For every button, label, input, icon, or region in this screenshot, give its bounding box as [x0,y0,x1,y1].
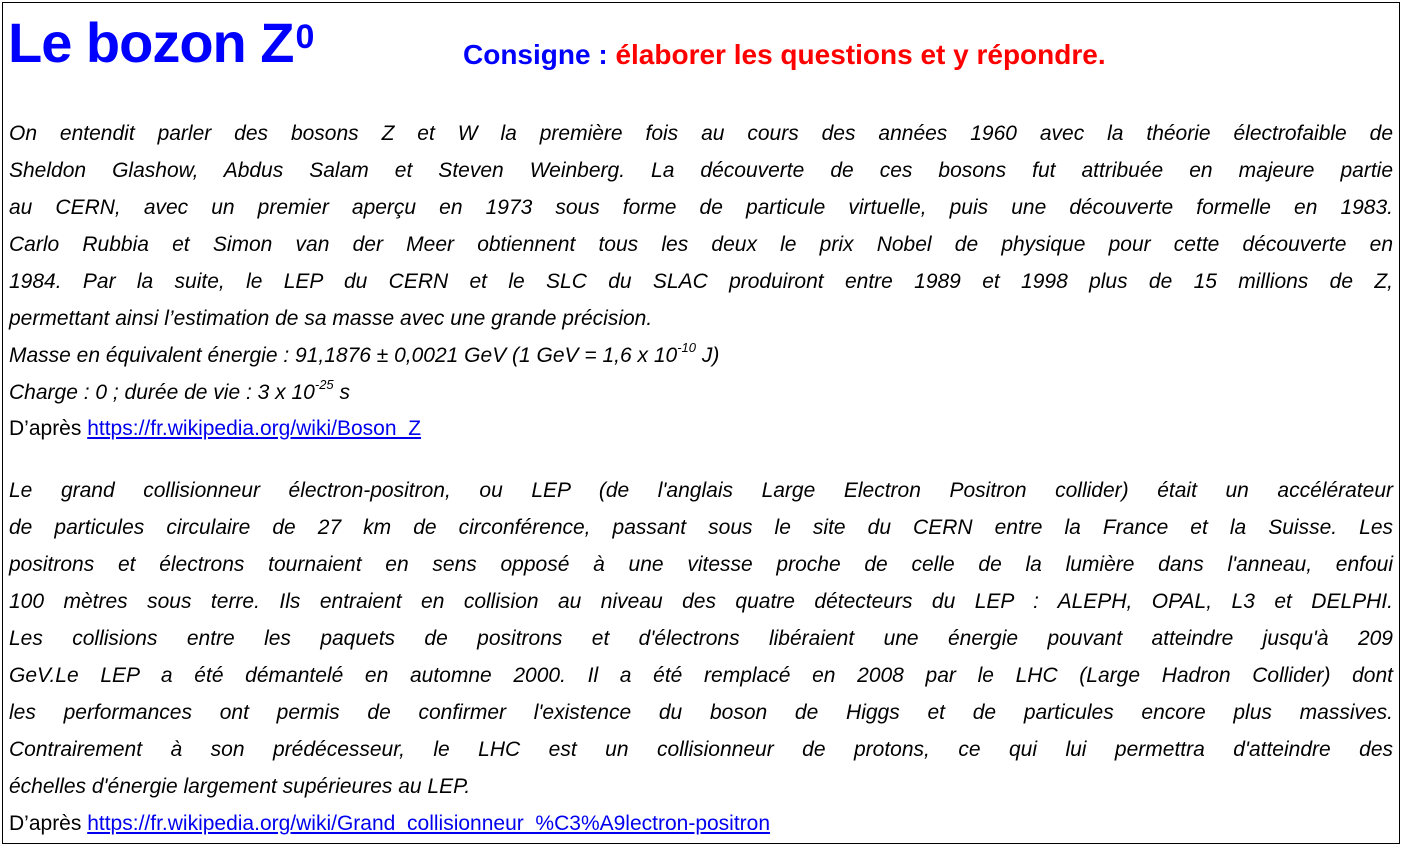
text-line: de particules circulaire de 27 km de circonférence, passant sous le site du CERN entre la France et la Suisse. Les [9,516,1393,539]
instruction-text: élaborer les questions et y répondre. [615,39,1106,70]
text-line: Les collisions entre les paquets de positrons et d'électrons libéraient une énergie pouvant atteindre jusqu'à 209 [9,627,1393,650]
source-prefix: D’après [9,417,88,440]
text-line: Contrairement à son prédécesseur, le LHC est un collisionneur de protons, ce qui lui permettra d'atteindre des [9,738,1393,761]
source-link-lep[interactable]: https://fr.wikipedia.org/wiki/Grand_collisionneur_%C3%A9lectron-positron [87,812,771,835]
mass-line [9,337,1393,374]
source-link-boson-z[interactable]: https://fr.wikipedia.org/wiki/Boson_Z [87,417,422,440]
mass-text: Masse en équivalent énergie : 91,1876 ± 0,0021 GeV (1 GeV = 1,6 x 10 [9,344,678,367]
paragraph-lep [9,472,1393,842]
lifetime-exponent: -25 [314,377,334,392]
text-line: GeV.Le LEP a été démantelé en automne 2000. Il a été remplacé en 2008 par le LHC (Large Hadron Collider) dont [9,664,1393,687]
page-title [8,8,313,78]
text-line: Carlo Rubbia et Simon van der Meer obtiennent tous les deux le prix Nobel de physique pour cette découverte en [9,233,1393,256]
text-line: au CERN, avec un premier aperçu en 1973 sous forme de particule virtuelle, puis une découverte formelle en 1983. [9,196,1393,219]
instruction [463,36,1106,74]
source-prefix: D’après [9,812,88,835]
text-line: permettant ainsi l’estimation de sa masse avec une grande précision. [9,307,653,330]
text-line: positrons et électrons tournaient en sens opposé à une vitesse proche de celle de la lumière dans l'anneau, enfoui [9,553,1393,576]
text-line: échelles d'énergie largement supérieures au LEP. [9,775,471,798]
title-text: Le bozon Z [8,11,294,74]
text-line: On entendit parler des bosons Z et W la première fois au cours des années 1960 avec la théorie électrofaible de [9,122,1393,145]
mass-unit: J) [696,344,720,367]
instruction-label: Consigne : [463,39,608,70]
source-line [9,411,1393,447]
text-line: 1984. Par la suite, le LEP du CERN et le SLC du SLAC produiront entre 1989 et 1998 plus de 15 millions de Z, [9,270,1393,293]
mass-exponent: -10 [677,340,697,355]
text-line: 100 mètres sous terre. Ils entraient en collision au niveau des quatre détecteurs du LEP : ALEPH, OPAL, L3 et DELPHI. [9,590,1393,613]
text-line: Sheldon Glashow, Abdus Salam et Steven Weinberg. La découverte de ces bosons fut attribuée en majeure partie [9,159,1393,182]
charge-line [9,374,1393,411]
text-line: Le grand collisionneur électron-positron, ou LEP (de l'anglais Large Electron Positron collider) était un accélérateur [9,479,1393,502]
paragraph-z-boson [9,115,1393,447]
lifetime-unit: s [333,381,350,404]
title-superscript: 0 [295,18,314,56]
charge-text: Charge : 0 ; durée de vie : 3 x 10 [9,381,315,404]
text-line: les performances ont permis de confirmer l'existence du boson de Higgs et de particules encore plus massives. [9,701,1393,724]
source-line [9,805,1393,842]
